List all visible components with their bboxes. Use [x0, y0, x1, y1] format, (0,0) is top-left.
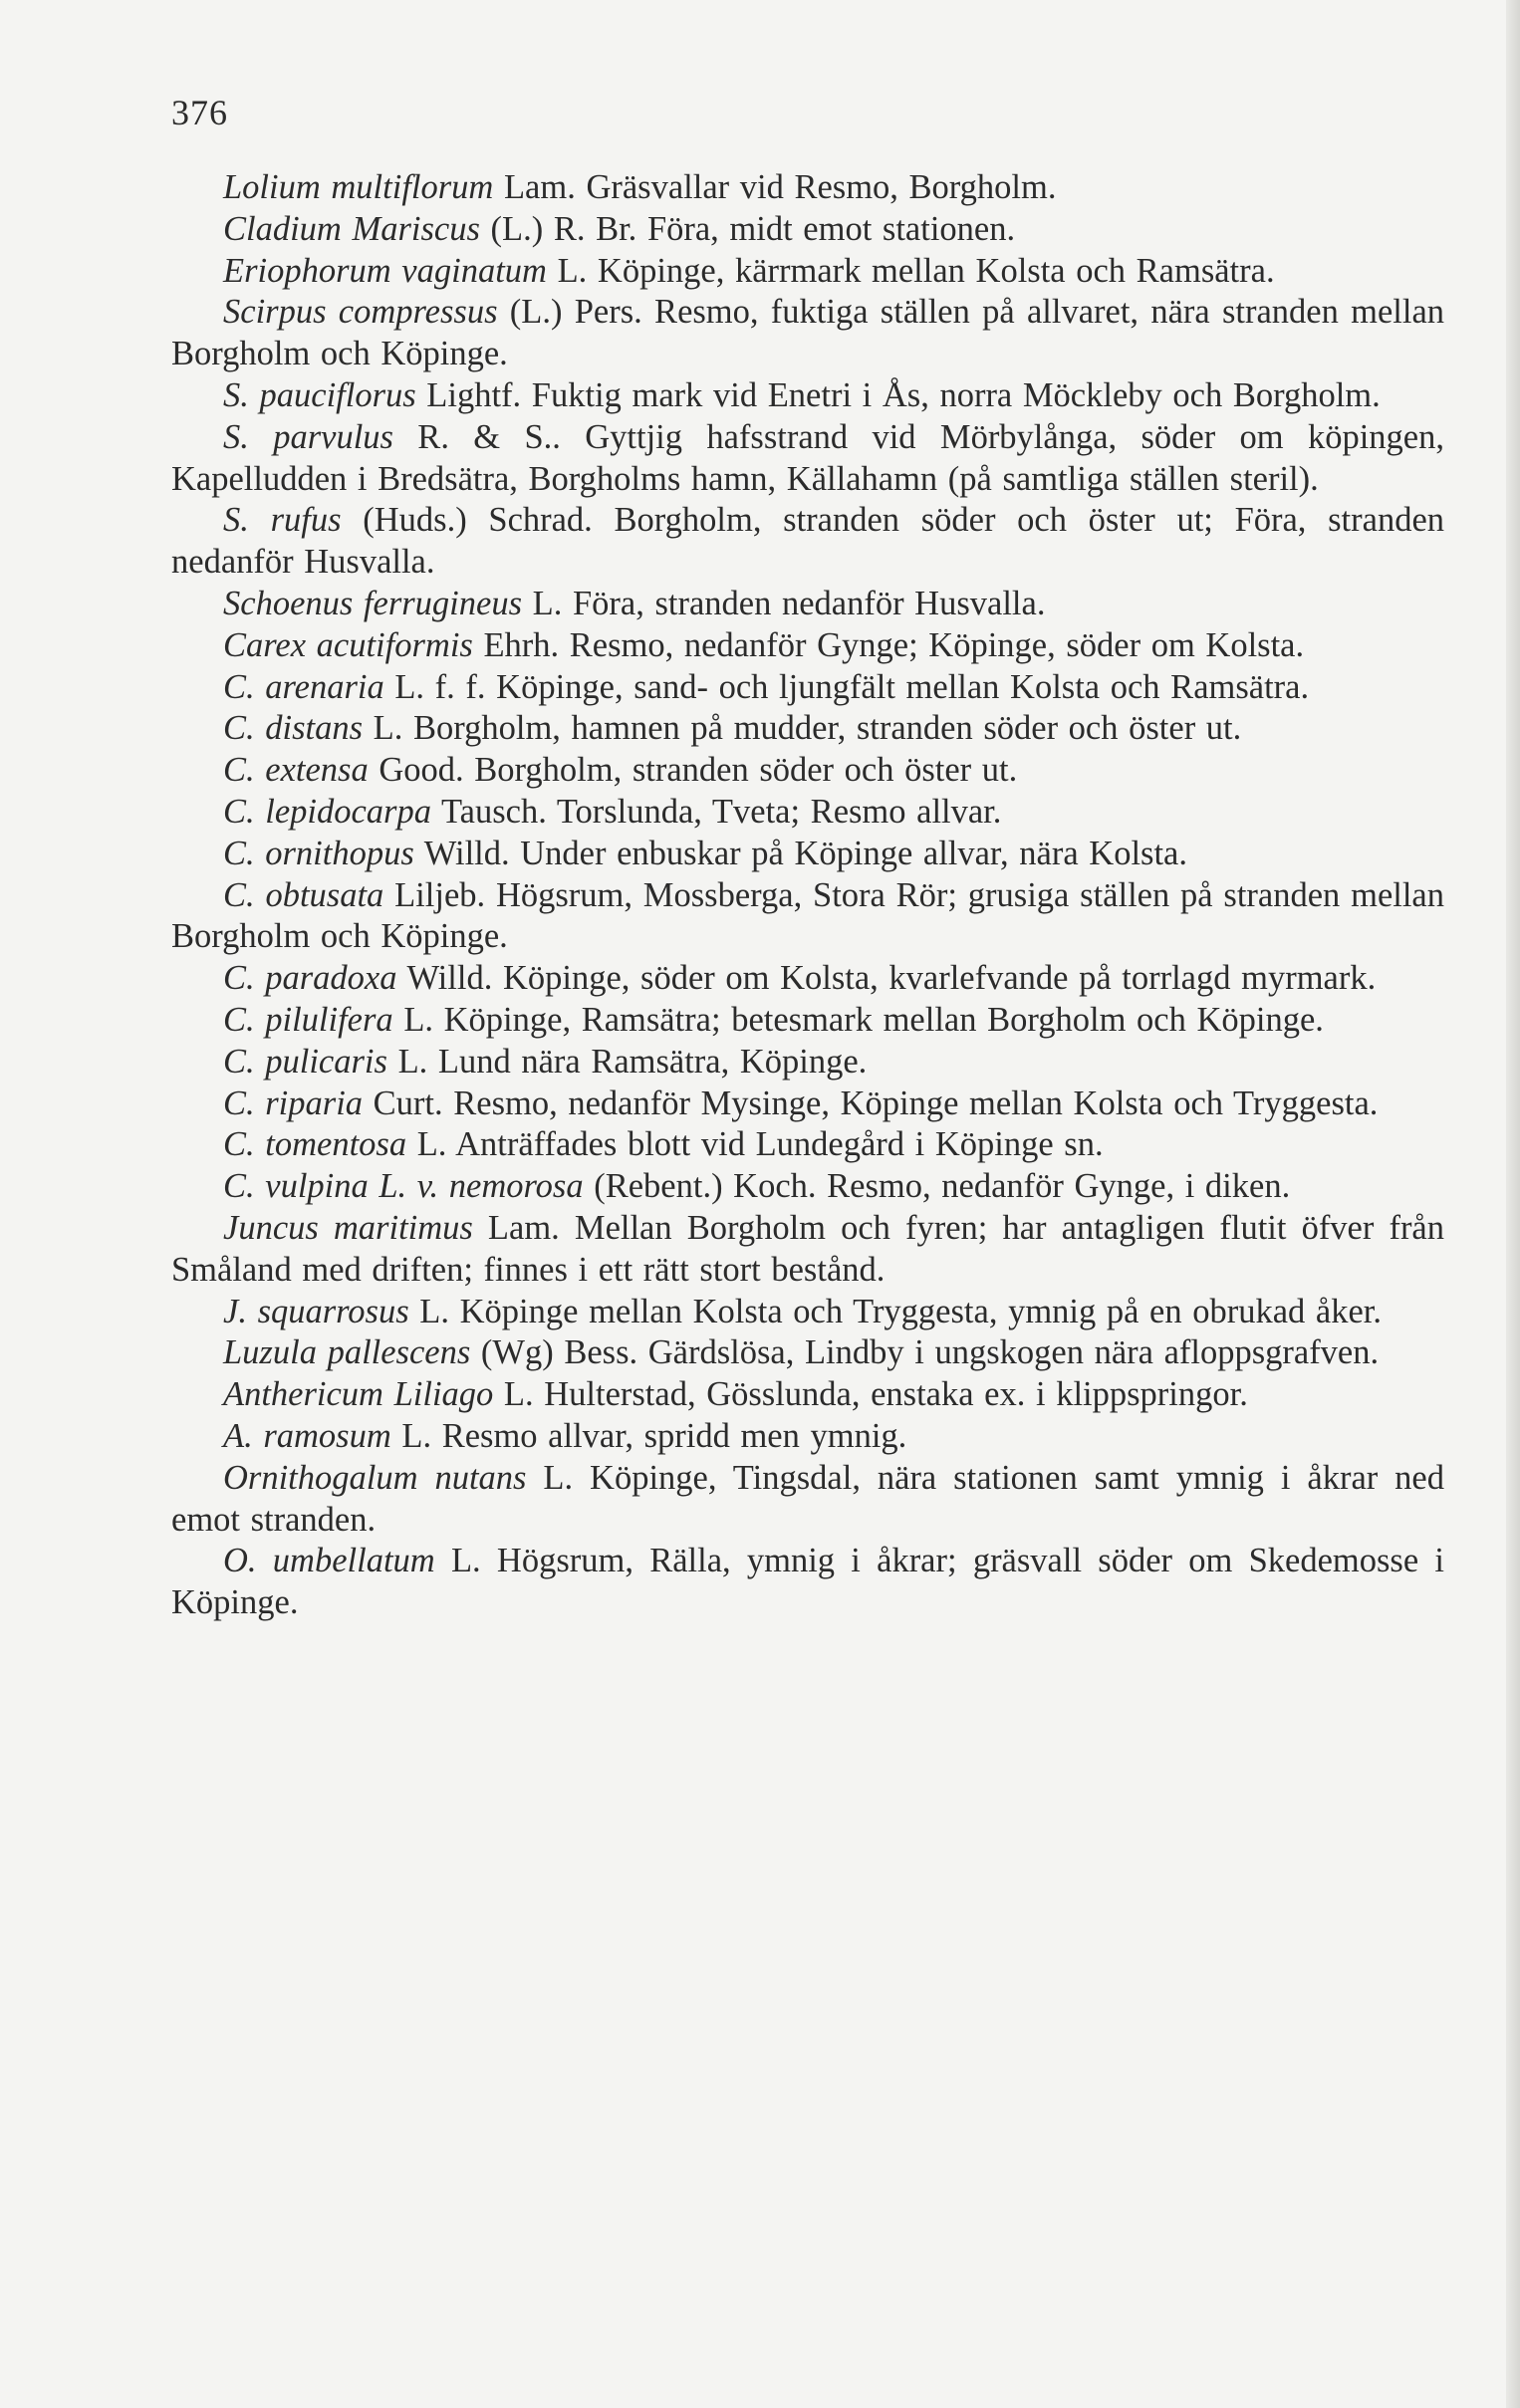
taxon-name: C. riparia: [223, 1084, 364, 1122]
species-entry: [171, 375, 1444, 417]
species-entry: [171, 625, 1444, 667]
locality-text: Borgholm, stranden söder och öster ut; Föra, stranden nedanför Husvalla.: [171, 501, 1445, 582]
locality-text: Anträffades blott vid Lundegård i Köpinge sn.: [446, 1125, 1104, 1164]
species-entry: [171, 958, 1444, 1000]
authority: Willd.: [396, 959, 493, 998]
page-number: 376: [171, 93, 228, 132]
locality-text: Borgholm, hamnen på mudder, stranden söder och öster ut.: [402, 709, 1242, 748]
authority: (Rebent.) Koch.: [583, 1167, 817, 1206]
species-entry: [171, 834, 1444, 875]
taxon-name: C. obtusata: [223, 875, 384, 914]
locality-text: Resmo allvar, spridd men ymnig.: [431, 1416, 907, 1455]
locality-text: Högsrum, Mossberga, Stora Rör; grusiga ställen på stranden mellan Borgholm och Köpinge.: [171, 875, 1444, 956]
authority: L.: [434, 1542, 481, 1580]
taxon-name: C. ornithopus: [223, 834, 414, 872]
taxon-name: C. pilulifera: [223, 1000, 393, 1039]
authority: (Wg) Bess.: [470, 1333, 638, 1372]
species-entry: [171, 167, 1444, 209]
authority: (Huds.) Schrad.: [341, 501, 593, 540]
authority: L.: [493, 1375, 534, 1414]
species-entry: [171, 1416, 1444, 1458]
species-entry: [171, 792, 1444, 834]
taxon-name: S. rufus: [223, 501, 342, 540]
species-entry: [171, 750, 1444, 792]
locality-text: Köpinge, söder om Kolsta, kvarlefvande på torrlagd myrmark.: [492, 959, 1377, 998]
taxon-name: C. extensa: [223, 751, 369, 790]
species-entry: [171, 1000, 1444, 1042]
taxon-name: Ornithogalum nutans: [223, 1458, 527, 1497]
taxon-name: C. paradoxa: [223, 959, 397, 998]
locality-text: Under enbuskar på Köpinge allvar, nära Kolsta.: [509, 834, 1187, 872]
taxon-name: C. distans: [223, 709, 364, 748]
authority: R. & S..: [392, 417, 561, 456]
taxon-name: Lolium multiflorum: [223, 168, 494, 206]
species-entry: [171, 1292, 1444, 1333]
taxon-name: Carex acutiformis: [223, 625, 473, 664]
locality-text: Resmo, nedanför Gynge; Köpinge, söder om Kolsta.: [559, 625, 1305, 664]
taxon-name: Cladium Mariscus: [223, 209, 480, 248]
taxon-name: Luzula pallescens: [223, 1333, 471, 1372]
authority: L.: [526, 1458, 574, 1497]
locality-text: Föra, midt emot stationen.: [636, 209, 1016, 248]
taxon-name: S. pauciflorus: [223, 375, 416, 414]
species-list: [171, 167, 1444, 1624]
taxon-name: S. parvulus: [223, 417, 393, 456]
taxon-name: Anthericum Liliago: [223, 1375, 494, 1414]
locality-text: Köpinge, sand- och ljungfält mellan Kolsta och Ramsätra.: [485, 667, 1310, 706]
locality-text: Köpinge, Ramsätra; betesmark mellan Borgholm och Köpinge.: [433, 1000, 1324, 1039]
species-entry: [171, 1084, 1444, 1125]
authority: L.: [522, 584, 563, 622]
taxon-name: Juncus maritimus: [223, 1208, 473, 1247]
authority: Lam.: [472, 1208, 560, 1247]
species-entry: [171, 251, 1444, 293]
locality-text: Föra, stranden nedanför Husvalla.: [562, 584, 1046, 622]
taxon-name: C. vulpina L. v. nemorosa: [223, 1167, 584, 1206]
taxon-name: Schoenus ferrugineus: [223, 584, 523, 622]
locality-text: Köpinge, Tingsdal, nära stationen samt ymnig i åkrar ned emot stranden.: [171, 1458, 1444, 1539]
authority: (L.) Pers.: [497, 293, 642, 332]
authority: Tausch.: [430, 792, 547, 831]
authority: L.: [363, 709, 403, 748]
authority: (L.) R. Br.: [479, 209, 637, 248]
authority: L.: [392, 1000, 434, 1039]
species-entry: [171, 500, 1444, 584]
taxon-name: C. arenaria: [223, 667, 384, 706]
locality-text: Köpinge mellan Kolsta och Tryggesta, ymnig på en obrukad åker.: [449, 1292, 1383, 1330]
species-entry: [171, 1166, 1444, 1208]
locality-text: Resmo, nedanför Gynge, i diken.: [816, 1167, 1291, 1206]
locality-text: Köpinge, kärrmark mellan Kolsta och Ramsätra.: [587, 251, 1275, 290]
locality-text: Hulterstad, Gösslunda, enstaka ex. i klippspringor.: [533, 1375, 1248, 1414]
taxon-name: C. lepidocarpa: [223, 792, 431, 831]
taxon-name: J. squarrosus: [223, 1292, 409, 1330]
locality-text: Gärdslösa, Lindby i ungskogen nära afloppsgrafven.: [637, 1333, 1380, 1372]
authority: Willd.: [413, 834, 510, 872]
locality-text: Högsrum, Rälla, ymnig i åkrar; gräsvall söder om Skedemosse i Köpinge.: [171, 1542, 1444, 1622]
taxon-name: O. umbellatum: [223, 1542, 435, 1580]
locality-text: Mellan Borgholm och fyren; har antagligen flutit öfver från Småland med driften; finnes i ett rätt stort bestånd.: [171, 1208, 1444, 1289]
species-entry: [171, 1332, 1444, 1374]
locality-text: Lund nära Ramsätra, Köpinge.: [427, 1042, 868, 1081]
authority: L.: [408, 1292, 449, 1330]
species-entry: [171, 1374, 1444, 1416]
authority: Lightf.: [415, 375, 522, 414]
authority: Curt.: [363, 1084, 443, 1122]
species-entry: [171, 1042, 1444, 1084]
taxon-name: Scirpus compressus: [223, 293, 498, 332]
species-entry: [171, 667, 1444, 709]
locality-text: Resmo, nedanför Mysinge, Köpinge mellan Kolsta och Tryggesta.: [442, 1084, 1379, 1122]
authority: L.: [390, 1416, 432, 1455]
page-edge: [1506, 0, 1520, 2408]
authority: Liljeb.: [383, 875, 486, 914]
authority: Lam.: [493, 168, 576, 206]
taxon-name: C. pulicaris: [223, 1042, 387, 1081]
species-entry: [171, 209, 1444, 251]
locality-text: Torslunda, Tveta; Resmo allvar.: [546, 792, 1002, 831]
locality-text: Fuktig mark vid Enetri i Ås, norra Möckleby och Borgholm.: [521, 375, 1381, 414]
authority: Good.: [368, 751, 464, 790]
species-entry: [171, 417, 1444, 501]
species-entry: [171, 1124, 1444, 1166]
species-entry: [171, 1541, 1444, 1624]
taxon-name: C. tomentosa: [223, 1125, 407, 1164]
species-entry: [171, 292, 1444, 375]
species-entry: [171, 875, 1444, 959]
taxon-name: Eriophorum vaginatum: [223, 251, 547, 290]
locality-text: Resmo, fuktiga ställen på allvaret, nära stranden mellan Borgholm och Köpinge.: [171, 293, 1445, 373]
authority: L.: [406, 1125, 447, 1164]
species-entry: [171, 584, 1444, 625]
authority: L.: [386, 1042, 428, 1081]
locality-text: Borgholm, stranden söder och öster ut.: [463, 751, 1018, 790]
taxon-name: A. ramosum: [223, 1416, 391, 1455]
authority: Ehrh.: [472, 625, 560, 664]
locality-text: Gyttjig hafsstrand vid Mörbylånga, söder om köpingen, Kapelludden i Bredsätra, Borgholms hamn, Källahamn (på samtliga ställen steril).: [171, 417, 1444, 498]
authority: L. f. f.: [383, 667, 486, 706]
authority: L.: [546, 251, 588, 290]
species-entry: [171, 1208, 1444, 1292]
locality-text: Gräsvallar vid Resmo, Borgholm.: [575, 168, 1057, 206]
species-entry: [171, 1458, 1444, 1542]
species-entry: [171, 708, 1444, 750]
